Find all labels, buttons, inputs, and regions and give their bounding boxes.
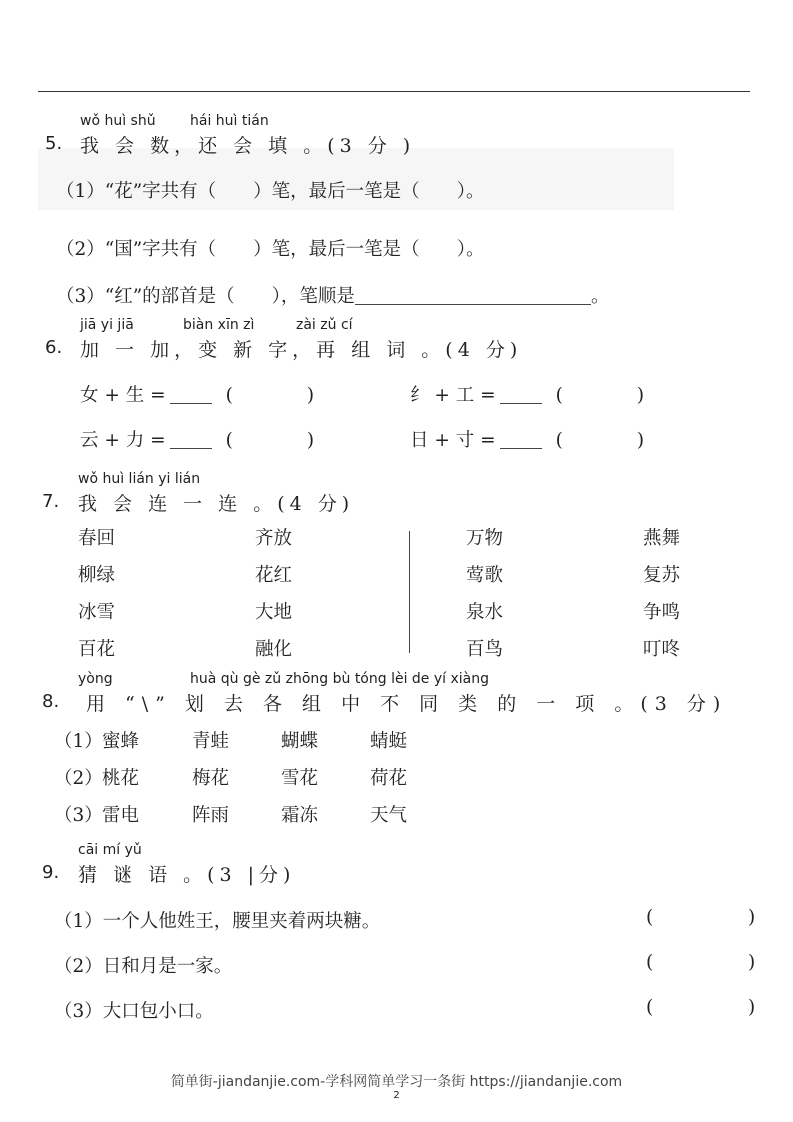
q9-answer-1-close: ): [748, 907, 756, 928]
q9-answer-3-open[interactable]: (: [646, 997, 654, 1018]
q7-column-divider: [409, 531, 410, 653]
q7-col1-item[interactable]: 百花: [78, 639, 116, 660]
q7-col2-item[interactable]: 融化: [255, 639, 293, 660]
q8-pinyin-2: huà qù gè zǔ zhōng bù tóng lèi de yí xiàng: [190, 671, 490, 687]
q9-answer-1-open[interactable]: (: [646, 907, 654, 928]
q7-col4-item[interactable]: 燕舞: [643, 528, 681, 549]
q6-equation-1: [80, 381, 314, 407]
q5-item-3: [56, 282, 609, 308]
q9-number: 9.: [42, 862, 60, 883]
q7-col2-item[interactable]: 齐放: [255, 528, 293, 549]
q6-eq1-blank[interactable]: [170, 385, 212, 404]
header-rule: [38, 91, 750, 92]
q6-eq3-blank[interactable]: [170, 430, 212, 449]
q9-answer-2-open[interactable]: (: [646, 952, 654, 973]
q8-option[interactable]: 蜻蜓: [370, 731, 408, 752]
q6-eq4-text: 日 + 寸 =: [410, 430, 496, 451]
q6-equation-2: [410, 381, 644, 407]
q8-number: 8.: [42, 691, 60, 712]
q6-eq2-word-blank[interactable]: ( ): [555, 385, 645, 406]
q8-title: 用 “\” 划 去 各 组 中 不 同 类 的 一 项 。(3 分): [86, 693, 728, 715]
q7-col3-item[interactable]: 万物: [466, 528, 504, 549]
q5-pinyin-2: hái huì tián: [190, 113, 269, 129]
q6-eq3-word-blank[interactable]: ( ): [225, 430, 315, 451]
q6-eq4-word-blank[interactable]: ( ): [555, 430, 645, 451]
q9-riddle-3: （3）大口包小口。: [54, 1001, 214, 1022]
q9-answer-3-close: ): [748, 997, 756, 1018]
q7-col1-item[interactable]: 冰雪: [78, 602, 116, 623]
q6-equation-4: [410, 426, 644, 452]
q7-col1-item[interactable]: 柳绿: [78, 565, 116, 586]
q6-pinyin-3: zài zǔ cí: [296, 317, 353, 333]
q8-option[interactable]: 天气: [370, 805, 408, 826]
q8-option[interactable]: 梅花: [192, 768, 230, 789]
q6-pinyin-1: jiā yi jiā: [80, 317, 134, 333]
q6-eq1-word-blank[interactable]: ( ): [225, 385, 315, 406]
q7-col4-item[interactable]: 叮咚: [643, 639, 681, 660]
q7-col3-item[interactable]: 莺歌: [466, 565, 504, 586]
q8-option[interactable]: 蝴蝶: [281, 731, 319, 752]
q8-pinyin-1: yòng: [78, 671, 113, 687]
q9-riddle-2: （2）日和月是一家。: [54, 956, 233, 977]
q8-option[interactable]: 桃花: [102, 768, 140, 789]
q8-row-label: （2）: [54, 768, 103, 789]
q7-number: 7.: [42, 491, 60, 512]
q6-title: 加 一 加，变 新 字，再 组 词 。(4 分): [80, 339, 523, 361]
q7-col4-item[interactable]: 复苏: [643, 565, 681, 586]
q7-col3-item[interactable]: 百鸟: [466, 639, 504, 660]
page-number: 2: [393, 1090, 400, 1101]
q6-eq1-text: 女 + 生 =: [80, 385, 166, 406]
q7-pinyin: wǒ huì lián yi lián: [78, 471, 201, 487]
q6-equation-3: [80, 426, 314, 452]
q9-title: 猜 谜 语 。(3 |分): [78, 864, 296, 886]
q7-title: 我 会 连 一 连 。(4 分): [78, 493, 355, 515]
q6-number: 6.: [45, 337, 63, 358]
q9-pinyin: cāi mí yǔ: [78, 842, 142, 858]
q8-option[interactable]: 霜冻: [281, 805, 319, 826]
q5-number: 5.: [45, 133, 63, 154]
footer-text: 简单街-jiandanjie.com-学科网简单学习一条街 https://jiandanjie.com: [170, 1074, 623, 1090]
q5-item-1: （1）“花”字共有（ ）笔，最后一笔是（ ）。: [56, 181, 485, 202]
q9-answer-2-close: ): [748, 952, 756, 973]
q8-option[interactable]: 阵雨: [192, 805, 230, 826]
q5-item-3-text: （3）“红”的部首是（ ），笔顺是: [56, 286, 355, 307]
q8-option[interactable]: 蜜蜂: [102, 731, 140, 752]
q8-option[interactable]: 雪花: [281, 768, 319, 789]
q8-option[interactable]: 雷电: [102, 805, 140, 826]
q6-eq2-blank[interactable]: [500, 385, 542, 404]
q8-row-label: （1）: [54, 731, 103, 752]
q6-pinyin-2: biàn xīn zì: [183, 317, 255, 333]
q5-stroke-order-blank[interactable]: [355, 286, 591, 305]
q9-riddle-1: （1）一个人他姓王，腰里夹着两块糖。: [54, 911, 381, 932]
q5-title: 我 会 数，还 会 填 。(3 分 ): [80, 135, 416, 157]
q7-col4-item[interactable]: 争鸣: [643, 602, 681, 623]
q6-eq3-text: 云 + 力 =: [80, 430, 166, 451]
q7-col1-item[interactable]: 春回: [78, 528, 116, 549]
q8-row-label: （3）: [54, 805, 103, 826]
q7-col3-item[interactable]: 泉水: [466, 602, 504, 623]
q5-pinyin-1: wǒ huì shǔ: [80, 113, 156, 129]
q5-item-2: （2）“国”字共有（ ）笔，最后一笔是（ ）。: [56, 239, 485, 260]
q8-option[interactable]: 荷花: [370, 768, 408, 789]
q7-col2-item[interactable]: 花红: [255, 565, 293, 586]
q6-eq4-blank[interactable]: [500, 430, 542, 449]
q7-col2-item[interactable]: 大地: [255, 602, 293, 623]
q5-item-3-end: 。: [590, 286, 610, 307]
q6-eq2-text: 纟 + 工 =: [410, 385, 496, 406]
q8-option[interactable]: 青蛙: [192, 731, 230, 752]
